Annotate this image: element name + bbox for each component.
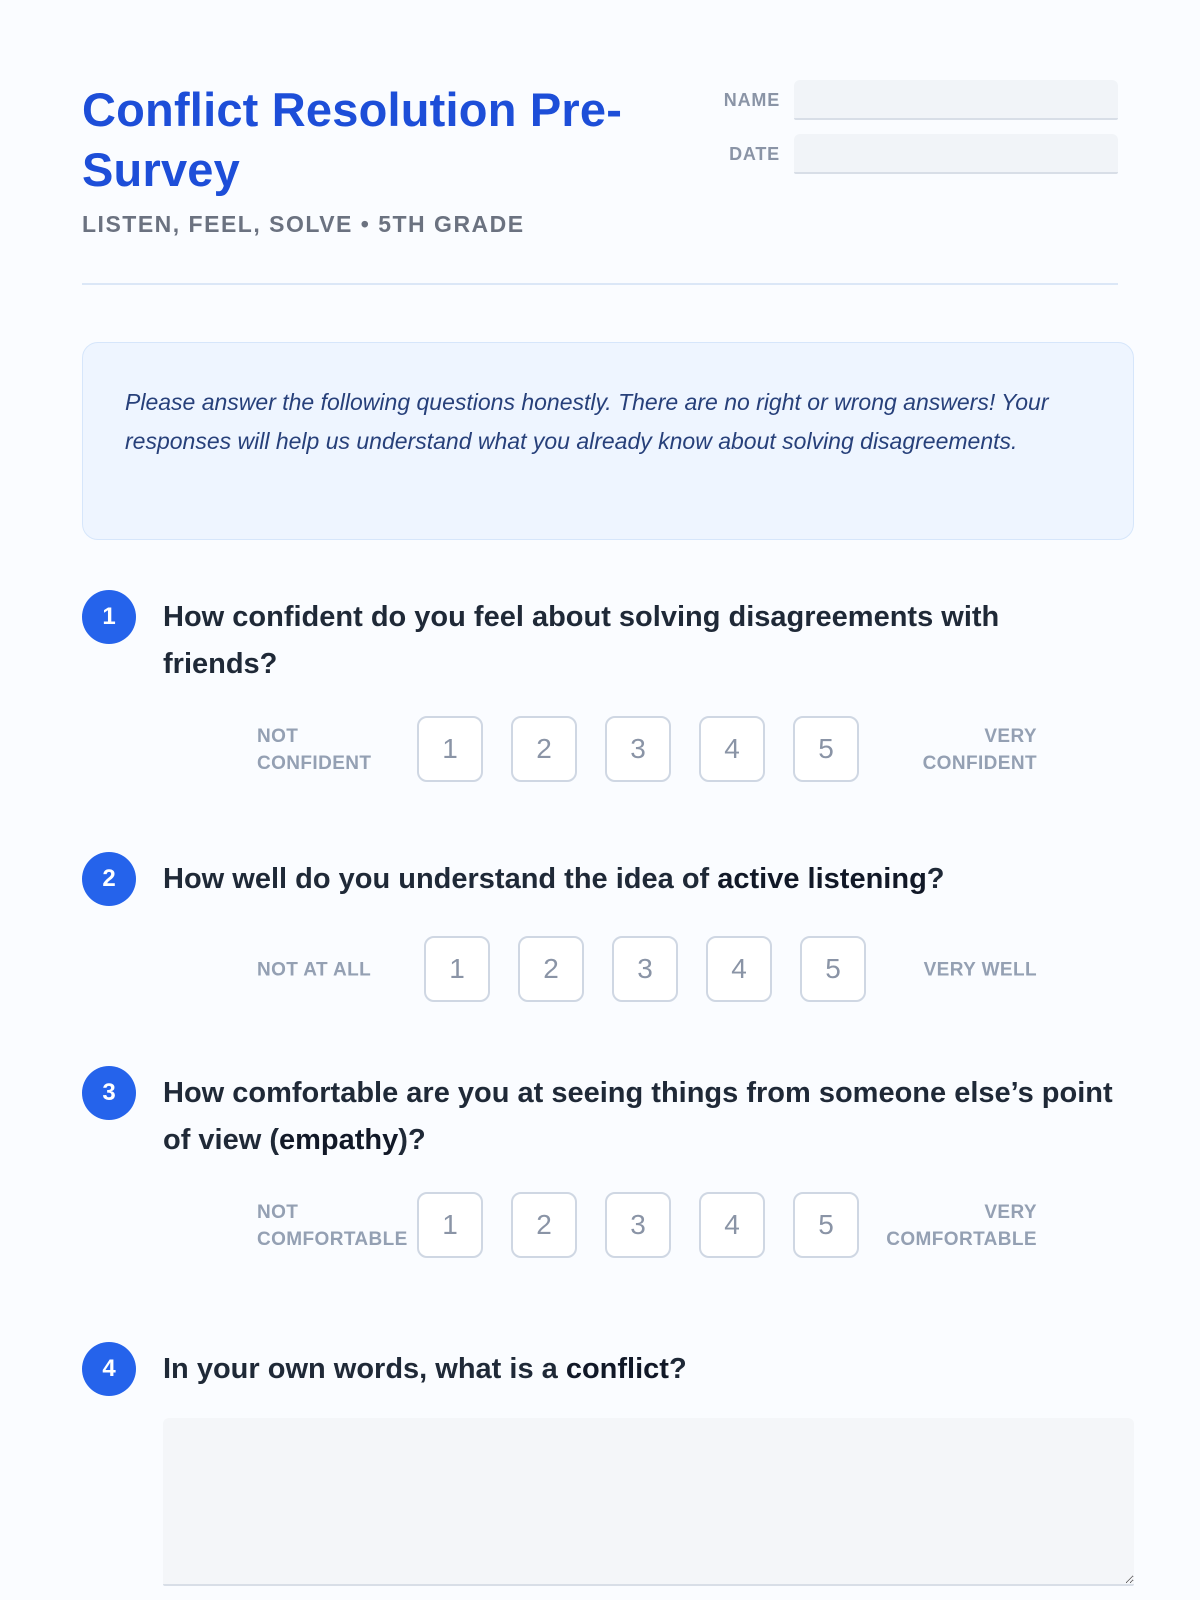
question-key-term: conflict bbox=[565, 1353, 669, 1385]
rating-option-5[interactable]: 5 bbox=[800, 936, 866, 1002]
page-title: Conflict Resolution Pre-Survey bbox=[82, 83, 623, 196]
scale-high-label: VERY CONFIDENT bbox=[922, 726, 1037, 774]
rating-scale bbox=[257, 716, 1037, 784]
question-key-term: empathy bbox=[279, 1124, 399, 1156]
question-key-term: active listening bbox=[717, 863, 927, 895]
name-field[interactable] bbox=[794, 80, 1118, 120]
question-text-part: ? bbox=[668, 1353, 687, 1385]
date-label: DATE bbox=[729, 143, 780, 164]
date-field[interactable] bbox=[794, 134, 1118, 174]
question-text-part: How well do you understand the idea of bbox=[163, 863, 718, 895]
date-row bbox=[698, 134, 1118, 174]
question-number-badge: 3 bbox=[82, 1066, 136, 1120]
question-text-part: How confident do you feel about solving disagreements with friends? bbox=[163, 601, 1000, 680]
page-subtitle: LISTEN, FEEL, SOLVE • 5TH GRADE bbox=[82, 211, 525, 237]
scale-low-label: NOT AT ALL bbox=[257, 959, 372, 981]
rating-option-3[interactable]: 3 bbox=[612, 936, 678, 1002]
rating-option-4[interactable]: 4 bbox=[699, 716, 765, 782]
conflict-answer-textarea[interactable] bbox=[163, 1418, 1134, 1586]
rating-option-2[interactable]: 2 bbox=[511, 1192, 577, 1258]
question-number-badge: 2 bbox=[82, 852, 136, 906]
rating-option-5[interactable]: 5 bbox=[793, 716, 859, 782]
rating-option-5[interactable]: 5 bbox=[793, 1192, 859, 1258]
question-text-part: In your own words, what is a bbox=[163, 1353, 566, 1385]
name-label: NAME bbox=[723, 89, 780, 110]
rating-option-1[interactable]: 1 bbox=[417, 716, 483, 782]
scale-high-label: VERY WELL bbox=[923, 959, 1037, 981]
rating-options bbox=[417, 716, 859, 782]
question-text bbox=[163, 856, 1113, 903]
rating-option-1[interactable]: 1 bbox=[417, 1192, 483, 1258]
rating-option-3[interactable]: 3 bbox=[605, 1192, 671, 1258]
rating-option-3[interactable]: 3 bbox=[605, 716, 671, 782]
scale-low-label: NOT CONFIDENT bbox=[257, 726, 372, 774]
rating-options bbox=[424, 936, 866, 1002]
rating-option-2[interactable]: 2 bbox=[511, 716, 577, 782]
question-text bbox=[163, 1346, 1113, 1393]
instructions-box bbox=[82, 342, 1134, 540]
rating-scale bbox=[257, 936, 1037, 1004]
rating-scale bbox=[257, 1192, 1037, 1260]
question-text bbox=[163, 594, 1113, 688]
rating-option-4[interactable]: 4 bbox=[706, 936, 772, 1002]
name-row bbox=[698, 80, 1118, 120]
rating-option-2[interactable]: 2 bbox=[518, 936, 584, 1002]
rating-option-4[interactable]: 4 bbox=[699, 1192, 765, 1258]
scale-low-label: NOT COMFORTABLE bbox=[257, 1202, 408, 1250]
scale-high-label: VERY COMFORTABLE bbox=[886, 1202, 1037, 1250]
question-number-badge: 1 bbox=[82, 590, 136, 644]
instructions-text: Please answer the following questions honestly. There are no right or wrong answers! Your responses will help us understand what you already know about solving disagreements. bbox=[125, 389, 1049, 454]
question-text bbox=[163, 1070, 1113, 1164]
question-text-part: ? bbox=[926, 863, 945, 895]
survey-header bbox=[82, 0, 1118, 285]
question-text-part: )? bbox=[398, 1124, 426, 1156]
rating-options bbox=[417, 1192, 859, 1258]
question-number-badge: 4 bbox=[82, 1342, 136, 1396]
rating-option-1[interactable]: 1 bbox=[424, 936, 490, 1002]
question-text-part: How comfortable are you at seeing things from someone else’s point of view ( bbox=[163, 1077, 1113, 1156]
student-info bbox=[698, 80, 1118, 188]
